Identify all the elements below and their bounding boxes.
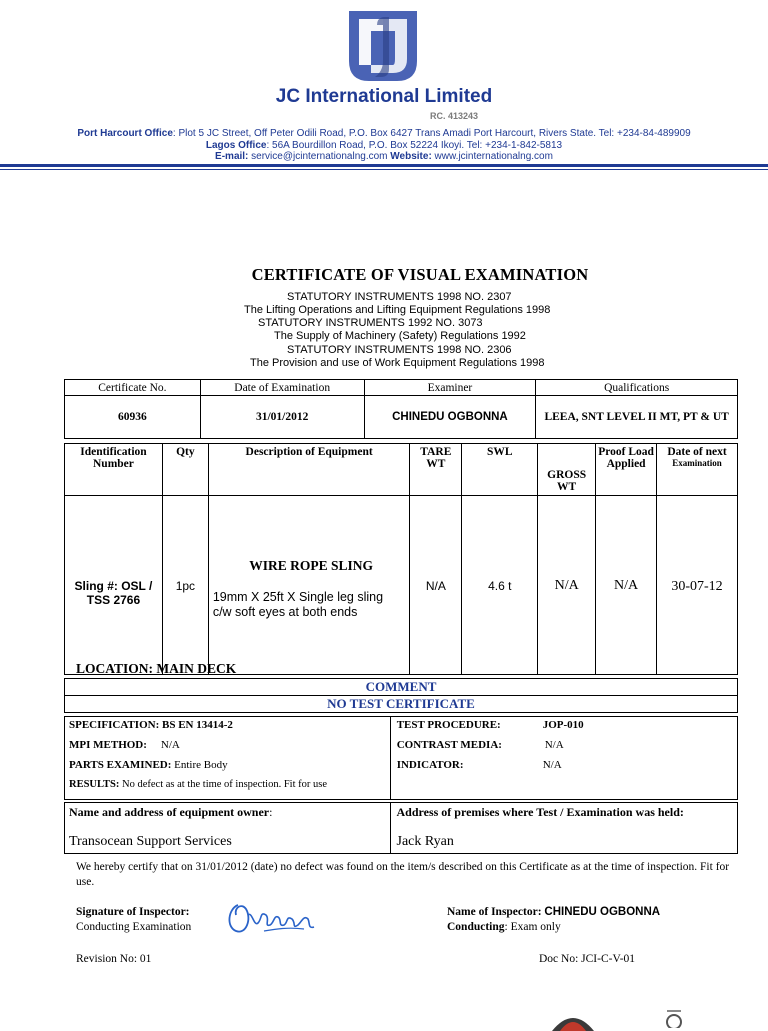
header-date: Date of Examination (200, 380, 364, 396)
comment-label: COMMENT (65, 679, 738, 696)
equipment-owner: Name and address of equipment owner: Transocean Support Services (65, 803, 391, 854)
location: LOCATION: MAIN DECK (76, 661, 237, 676)
parts-examined: PARTS EXAMINED: Entire Body (69, 759, 228, 771)
header-next-exam: Date of next Examination (657, 444, 738, 496)
header-swl: SWL (462, 444, 538, 496)
owner-name: Transocean Support Services (69, 834, 232, 849)
examination-date: 31/01/2012 (200, 396, 364, 439)
qualifications: LEEA, SNT LEVEL II MT, PT & UT (536, 396, 738, 439)
header-certificate-no: Certificate No. (65, 380, 201, 396)
document-number: Doc No: JCI-C-V-01 (539, 953, 636, 965)
header-qualifications: Qualifications (536, 380, 738, 396)
header-examiner: Examiner (364, 380, 536, 396)
specification-table (64, 716, 738, 800)
accreditation-mark-icon (663, 1008, 685, 1028)
certification-seal-icon (550, 1011, 596, 1031)
lagos-address: Lagos Office: 56A Bourdillon Road, P.O. Box 52224 Ikoyi. Tel: +234-1-842-5813 (205, 140, 563, 151)
equipment-description (208, 496, 410, 675)
website-link[interactable]: www.jcinternationalng.com (431, 151, 553, 162)
specification: SPECIFICATION: BS EN 13414-2 (69, 719, 233, 731)
contact-line: E-mail: service@jcinternationalng.com Website: www.jcinternationalng.com (215, 151, 553, 162)
owner-table (64, 802, 738, 854)
header-description: Description of Equipment (208, 444, 410, 496)
certificate-title: CERTIFICATE OF VISUAL EXAMINATION (251, 265, 589, 284)
header-identification: Identification Number (65, 444, 163, 496)
revision-number: Revision No: 01 (76, 953, 152, 965)
certificate-number: 60936 (65, 396, 201, 439)
comment-table (64, 678, 738, 713)
results: RESULTS: No defect as at the time of inspection. Fit for use (69, 779, 328, 790)
header-gross: GROSS WT (538, 444, 596, 496)
next-exam-date: 30-07-12 (657, 496, 738, 675)
gross-weight: N/A (538, 496, 596, 675)
header-qty: Qty (162, 444, 208, 496)
company-logo (349, 11, 417, 81)
proof-load: N/A (596, 496, 657, 675)
regulation-line: The Provision and use of Work Equipment Regulations 1998 (250, 357, 545, 369)
mpi-method: MPI METHOD: N/A (69, 739, 180, 751)
inspector-name: CHINEDU OGBONNA (544, 906, 661, 918)
header-tare: TARE WT (410, 444, 462, 496)
premises-name: Jack Ryan (396, 834, 454, 849)
inspector-details: Name of Inspector: CHINEDU OGBONNA Conducting: Exam only (447, 906, 661, 933)
tare-weight: N/A (410, 496, 462, 675)
regulation-line: The Lifting Operations and Lifting Equipment Regulations 1998 (244, 304, 551, 316)
port-harcourt-address: Port Harcourt Office: Plot 5 JC Street, Off Peter Odili Road, P.O. Box 6427 Trans Amadi Port Harcourt, Rivers State. Tel: +234-84-489909 (77, 128, 691, 139)
inspector-signature (224, 897, 322, 939)
email-link[interactable]: service@jcinternationalng.com (248, 151, 391, 162)
comment-value: NO TEST CERTIFICATE (65, 696, 738, 713)
test-procedure: TEST PROCEDURE: JOP-010 (396, 719, 584, 731)
certification-statement: We hereby certify that on 31/01/2012 (date) no defect was found on the item/s described on this Certificate as at the time of inspection. Fit for use. (76, 861, 730, 888)
rc-number: RC. 413243 (430, 111, 479, 121)
equipment-specification: 19mm X 25ft X Single leg sling c/w soft eyes at both ends (212, 590, 384, 619)
regulation-line: The Supply of Machinery (Safety) Regulations 1992 (274, 330, 526, 342)
quantity: 1pc (162, 496, 208, 675)
company-name: JC International Limited (275, 86, 493, 107)
swl-value: 4.6 t (462, 496, 538, 675)
indicator: INDICATOR: N/A (396, 759, 562, 771)
signature-block: Signature of Inspector: Conducting Examination (76, 906, 192, 933)
regulation-line: STATUTORY INSTRUMENTS 1998 NO. 2306 (287, 344, 512, 356)
identification-number: Sling #: OSL / TSS 2766 (65, 496, 163, 675)
header-rule-thin (0, 169, 768, 170)
contrast-media: CONTRAST MEDIA: N/A (396, 739, 564, 751)
header-rule (0, 164, 768, 167)
equipment-type: WIRE ROPE SLING (249, 558, 373, 573)
certificate-info-table (64, 379, 738, 439)
equipment-table (64, 443, 738, 675)
premises: Address of premises where Test / Examination was held: Jack Ryan (390, 803, 737, 854)
header-proof-load: Proof Load Applied (596, 444, 657, 496)
regulation-line: STATUTORY INSTRUMENTS 1998 NO. 2307 (287, 291, 512, 303)
examiner-name: CHINEDU OGBONNA (364, 396, 536, 439)
regulation-line: STATUTORY INSTRUMENTS 1992 NO. 3073 (258, 317, 483, 329)
